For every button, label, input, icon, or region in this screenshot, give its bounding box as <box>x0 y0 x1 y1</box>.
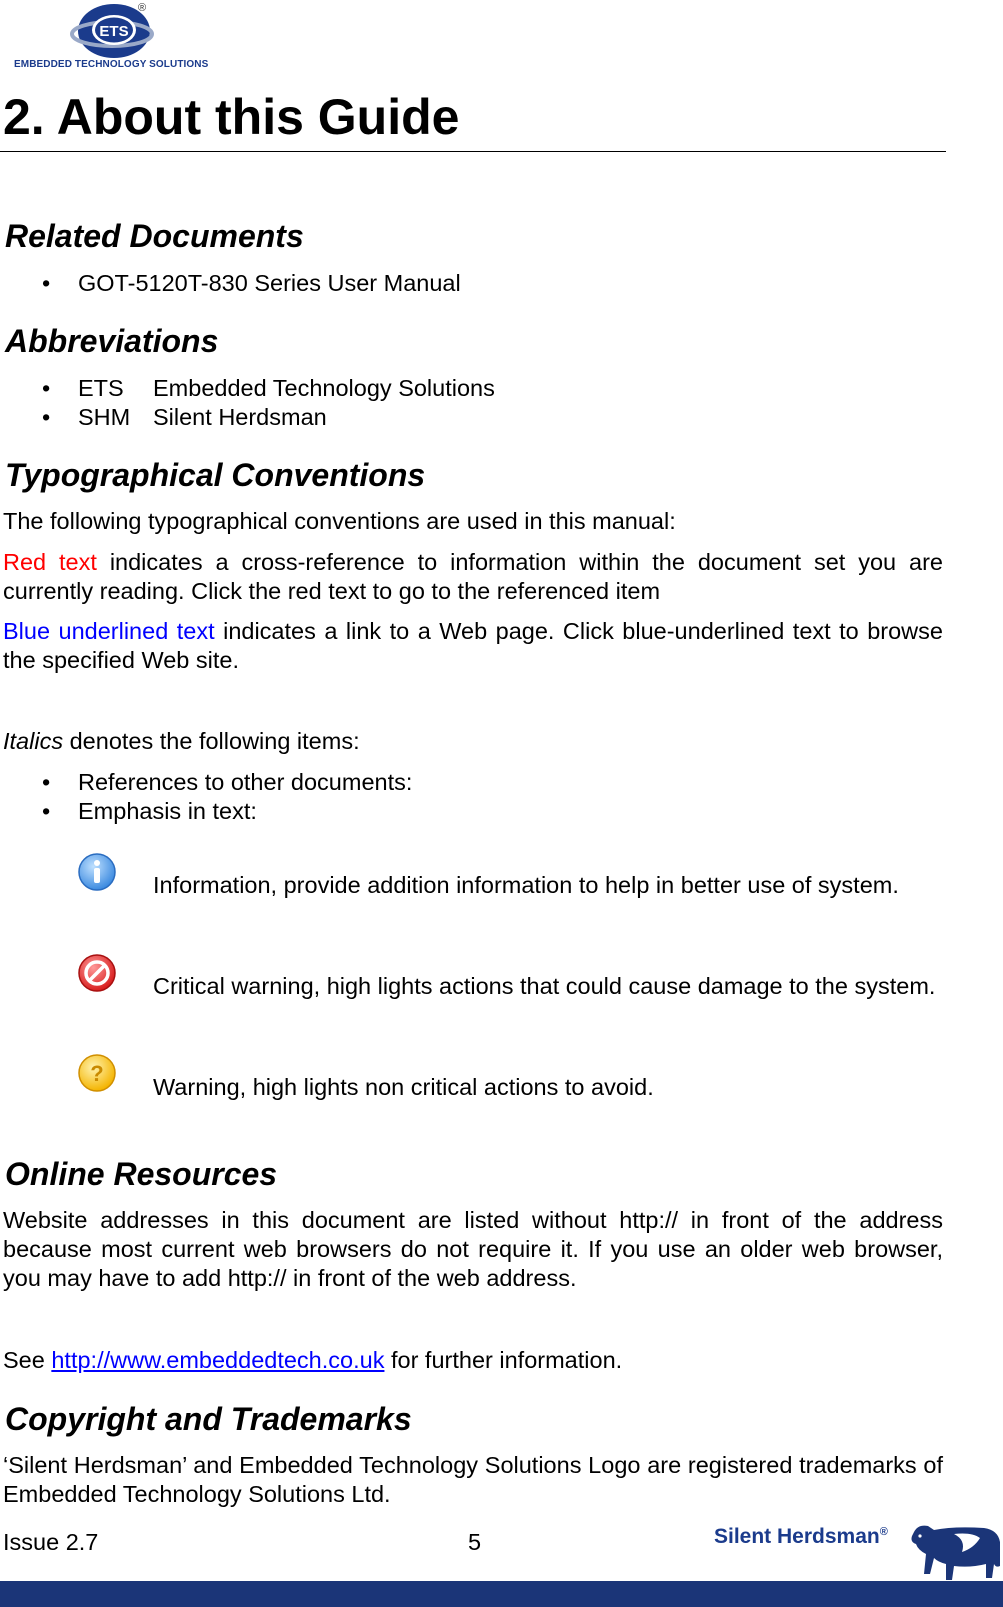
info-note <box>78 871 943 900</box>
critical-note <box>78 972 943 1001</box>
footer-bar <box>0 1581 1003 1607</box>
heading-online-resources: Online Resources <box>5 1156 278 1192</box>
logo-subtitle: EMBEDDED TECHNOLOGY SOLUTIONS <box>14 59 209 70</box>
related-doc-item: GOT-5120T-830 Series User Manual <box>78 270 461 296</box>
bullet: • <box>42 798 51 824</box>
italics-item: Emphasis in text: <box>78 798 257 824</box>
blue-text-sample: Blue underlined text <box>3 618 215 644</box>
page-title: 2. About this Guide <box>3 89 460 145</box>
blue-text-paragraph <box>3 617 943 675</box>
blue-text-description: indicates a link to a Web page. Click blue-underlined text to browse the specified Web site. <box>3 618 943 673</box>
brand-registered: ® <box>879 1526 888 1538</box>
red-text-sample: Red text <box>3 549 97 575</box>
abbr-meaning: Silent Herdsman <box>153 404 327 430</box>
cow-logo-icon <box>904 1514 1003 1586</box>
abbr-term: ETS <box>78 375 124 401</box>
italics-description: denotes the following items: <box>63 728 360 754</box>
typo-intro: The following typographical conventions are used in this manual: <box>3 508 676 534</box>
warning-note-text: Warning, high lights non critical actions to avoid. <box>153 1074 654 1100</box>
footer-issue: Issue 2.7 <box>3 1529 99 1555</box>
brand-text: Silent Herdsman <box>714 1525 880 1548</box>
bullet: • <box>42 375 51 401</box>
critical-note-text: Critical warning, high lights actions that could cause damage to the system. <box>153 973 936 999</box>
bullet: • <box>42 769 51 795</box>
brand-name <box>714 1525 888 1549</box>
italics-sample: Italics <box>3 728 64 754</box>
svg-text:?: ? <box>90 1061 104 1086</box>
abbr-meaning: Embedded Technology Solutions <box>153 375 495 401</box>
warning-note <box>78 1073 943 1102</box>
copyright-paragraph: ‘Silent Herdsman’ and Embedded Technology Solutions Logo are registered trademarks of Embedded Technology Solutions Ltd. <box>3 1452 943 1507</box>
bullet: • <box>42 270 51 296</box>
red-text-paragraph <box>3 548 943 606</box>
heading-abbreviations: Abbreviations <box>5 323 219 359</box>
footer-page-number: 5 <box>468 1529 482 1555</box>
heading-copyright: Copyright and Trademarks <box>5 1401 412 1437</box>
logo-mark-text: ETS <box>99 23 129 40</box>
title-divider <box>0 151 946 152</box>
red-text-description: indicates a cross-reference to information within the document set you are currently reading. Click the red text to go to the referenced item <box>3 549 943 604</box>
italics-paragraph <box>3 727 943 756</box>
heading-related-documents: Related Documents <box>5 218 304 254</box>
see-prefix: See <box>3 1347 52 1373</box>
online-paragraph: Website addresses in this document are listed without http:// in front of the address because most current web browsers do not require it. If you use an older web browser, you may have to add http:// in front of the web address. <box>3 1207 943 1291</box>
heading-typographical-conventions: Typographical Conventions <box>5 457 426 493</box>
website-link[interactable]: http://www.embeddedtech.co.uk <box>51 1347 385 1373</box>
abbr-term: SHM <box>78 404 131 430</box>
see-website-line <box>3 1346 943 1375</box>
see-suffix: for further information. <box>384 1347 623 1373</box>
info-note-text: Information, provide addition information to help in better use of system. <box>153 872 899 898</box>
logo-registered: ® <box>138 2 147 14</box>
italics-item: References to other documents: <box>78 769 413 795</box>
bullet: • <box>42 404 51 430</box>
